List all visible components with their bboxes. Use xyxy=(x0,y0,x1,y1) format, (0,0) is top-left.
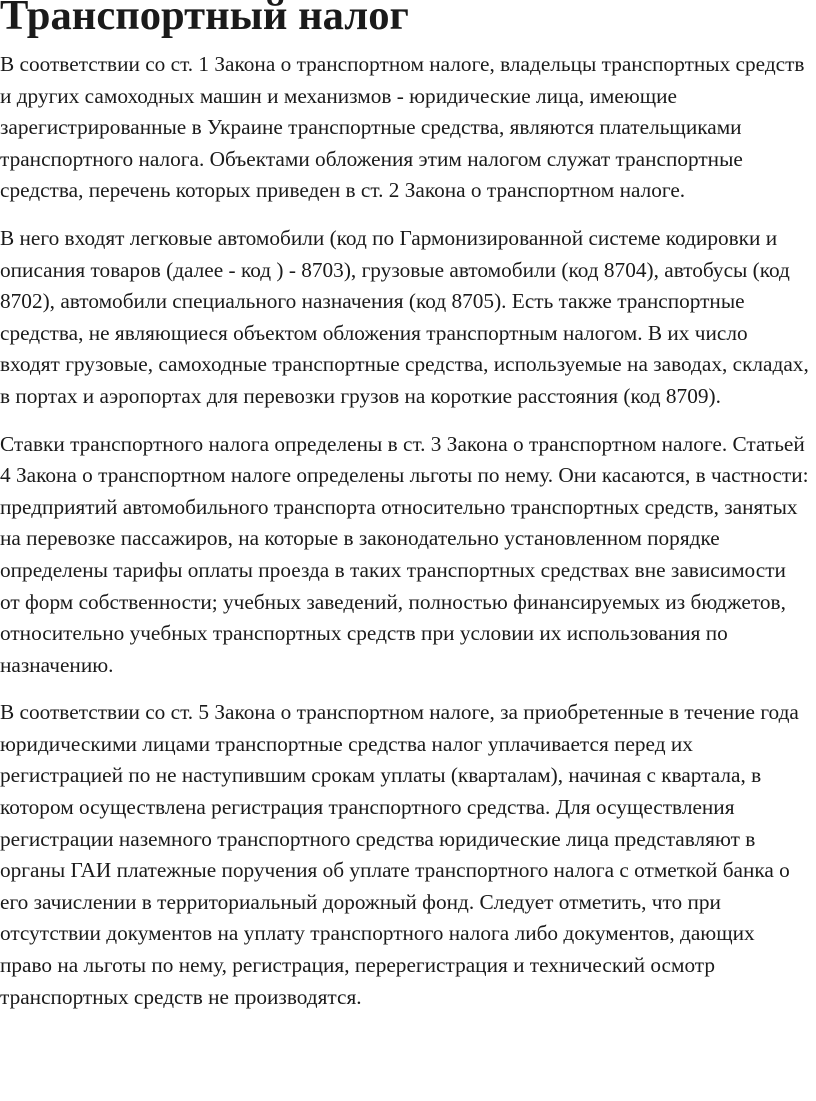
paragraph-rates-benefits: Ставки транспортного налога определены в ст. 3 Закона о транспортном налоге. Статьей 4 Закона о транспортном налоге определены льготы по нему. Они касаются, в частности: предприятий автомобильного транспорта относительно транспортных средств, занятых на перевозке пассажиров, на которые в законодательно установленном порядке определены тарифы оплаты проезда в таких транспортных средствах вне зависимости от форм собственности; учебных заведений, полностью финансируемых из бюджетов, относительно учебных транспортных средств при условии их использования по назначению. xyxy=(0,431,809,677)
paragraph-vehicle-codes: В него входят легковые автомобили (код по Гармонизированной системе кодировки и описания товаров (далее - код ) - 8703), грузовые автомобили (код 8704), автобусы (код 8702), автомобили специального назначения (код 8705). Есть также транспортные средства, не являющиеся объектом обложения транспортным налогом. В их число входят грузовые, самоходные транспортные средства, используемые на заводах, складах, в портах и аэропортах для перевозки грузов на короткие расстояния (код 8709). xyxy=(0,225,809,408)
document-title: Транспортный налог xyxy=(0,0,409,39)
paragraph-registration: В соответствии со ст. 5 Закона о транспортном налоге, за приобретенные в течение года юридическими лицами транспортные средства налог уплачивается перед их регистрацией по не наступившим срокам уплаты (кварталам), начиная с квартала, в котором осуществлена регистрация транспортного средства. Для осуществления регистрации наземного транспортного средства юридические лица представляют в органы ГАИ платежные поручения об уплате транспортного налога с отметкой банка о его зачислении в территориальный дорожный фонд. Следует отметить, что при отсутствии документов на уплату транспортного налога либо документов, дающих право на льготы по нему, регистрация, перерегистрация и технический осмотр транспортных средств не производятся. xyxy=(0,700,799,1009)
paragraph-payers: В соответствии со ст. 1 Закона о транспортном налоге, владельцы транспортных средств и других самоходных машин и механизмов - юридические лица, имеющие зарегистрированные в Украине транспортные средства, являются плательщиками транспортного налога. Объектами обложения этим налогом служат транспортные средства, перечень которых приведен в ст. 2 Закона о транспортном налоге. xyxy=(0,52,805,203)
